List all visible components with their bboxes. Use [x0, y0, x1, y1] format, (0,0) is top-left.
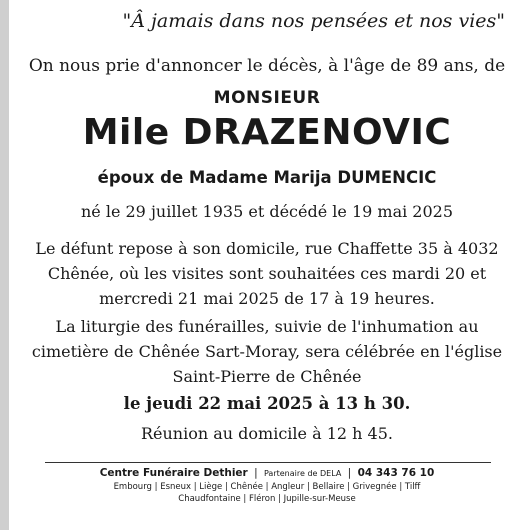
separator: |	[254, 467, 258, 479]
left-margin-rule	[0, 0, 9, 530]
liturgy-paragraph	[9, 314, 525, 389]
liturgy-line: Saint-Pierre de Chênée	[172, 367, 362, 386]
funeral-home-header	[9, 467, 525, 479]
separator: |	[347, 467, 352, 479]
deceased-name: Mile DRAZENOVIC	[82, 112, 452, 153]
spouse-line: époux de Madame Marija DUMENCIC	[97, 168, 437, 187]
meeting-info: Réunion au domicile à 12 h 45.	[140, 424, 393, 443]
funeral-home-name: Centre Funéraire Dethier	[99, 467, 248, 479]
repose-line: Le défunt repose à son domicile, rue Chaffette 35 à 4032	[35, 239, 499, 258]
partner-label: Partenaire de DELA	[263, 469, 342, 478]
footer-divider	[45, 462, 491, 463]
funeral-home-locations: Embourg | Esneux | Liège | Chênée | Angleur | Bellaire | Grivegnée | Tilff	[113, 482, 421, 492]
obituary-notice	[9, 0, 525, 530]
funeral-home-locations: Chaudfontaine | Fléron | Jupille-sur-Meuse	[178, 494, 356, 504]
phone-number: 04 343 76 10	[357, 467, 435, 479]
repose-line: Chênée, où les visites sont souhaitées ces mardi 20 et	[47, 264, 487, 283]
announcement-text: On nous prie d'annoncer le décès, à l'âge de 89 ans, de	[28, 56, 506, 76]
repose-paragraph	[9, 236, 525, 311]
repose-line: mercredi 21 mai 2025 de 17 à 19 heures.	[99, 289, 435, 308]
epigraph-quote: "Â jamais dans nos pensées et nos vies"	[122, 10, 505, 32]
life-dates: né le 29 juillet 1935 et décédé le 19 mai 2025	[80, 202, 454, 221]
honorific-title: MONSIEUR	[213, 88, 321, 108]
funeral-date: le jeudi 22 mai 2025 à 13 h 30.	[123, 394, 411, 413]
liturgy-line: cimetière de Chênée Sart-Moray, sera célébrée en l'église	[31, 342, 503, 361]
liturgy-line: La liturgie des funérailles, suivie de l'inhumation au	[55, 317, 479, 336]
